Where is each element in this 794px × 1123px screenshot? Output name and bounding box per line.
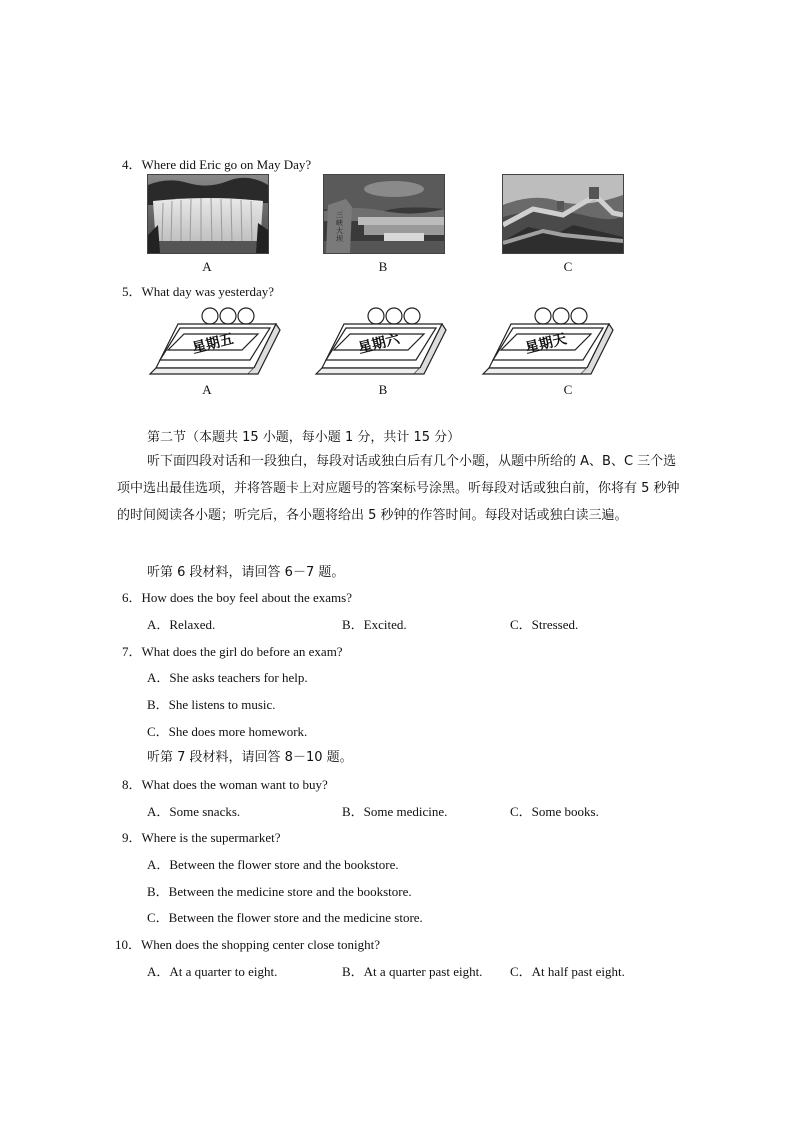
question-7 (122, 641, 343, 660)
option-a: A．She asks teachers for help. (147, 670, 308, 685)
question-4 (122, 154, 311, 173)
section-heading: 第二节（本题共 15 小题，每小题 1 分，共计 15 分） (147, 430, 461, 445)
option-label-a: A (202, 382, 212, 397)
option-b: B．Between the medicine store and the bookstore. (147, 884, 412, 899)
option-label-c: C (563, 382, 573, 397)
option-b: B．At a quarter past eight. (342, 964, 483, 979)
calendar-icon (148, 300, 286, 380)
question-text: What does the girl do before an exam? (141, 644, 343, 659)
waterfall-photo (147, 174, 269, 254)
option-c: C．Between the flower store and the medicine store. (147, 910, 423, 925)
question-number: 5． (122, 284, 142, 299)
question-9 (122, 827, 280, 846)
question-text: Where is the supermarket? (141, 830, 281, 845)
option-b: B．Excited. (342, 617, 407, 632)
question-text: What day was yesterday? (141, 284, 274, 299)
option-label-a: A (202, 259, 212, 274)
question-10 (115, 934, 380, 953)
option-c: C．At half past eight. (510, 964, 625, 979)
calendar-icon (481, 300, 619, 380)
option-a: A．At a quarter to eight. (147, 964, 278, 979)
question-number: 8． (122, 777, 142, 792)
material-note-6: 听第 6 段材料，请回答 6－7 题。 (147, 565, 345, 580)
option-c: C．Stressed. (510, 617, 579, 632)
three-gorges-photo (323, 174, 445, 254)
stone-text: 三峡大坝 (336, 211, 343, 243)
calendar-day: 星期六 (356, 331, 402, 357)
question-8 (122, 774, 328, 793)
option-c: C．She does more homework. (147, 724, 308, 739)
question-number: 6． (122, 590, 142, 605)
question-number: 9． (122, 830, 142, 845)
calendar-day: 星期天 (523, 331, 569, 357)
section-instructions: 听下面四段对话和一段独白，每段对话或独白后有几个小题，从题中所给的 A、B、C 三个选项中选出最佳选项，并将答题卡上对应题号的答案标号涂黑。听每段对话或独白前，你将有 5 秒钟的时间阅读各小题；听完后，各小题将给出 5 秒钟的作答时间。每段对话或独白读三遍。 (117, 454, 680, 523)
question-number: 7． (122, 644, 142, 659)
option-c: C．Some books. (510, 804, 599, 819)
calendar-icon (314, 300, 452, 380)
question-5 (122, 281, 274, 300)
calendar-day: 星期五 (190, 331, 236, 357)
question-number: 10． (115, 937, 142, 952)
option-a: A．Between the flower store and the bookstore. (147, 857, 399, 872)
option-b: B．She listens to music. (147, 697, 276, 712)
great-wall-photo (502, 174, 624, 254)
question-text: When does the shopping center close tonight? (141, 937, 381, 952)
option-a: A．Some snacks. (147, 804, 241, 819)
question-6 (122, 587, 352, 606)
option-a: A．Relaxed. (147, 617, 216, 632)
option-label-c: C (563, 259, 573, 274)
question-text: What does the woman want to buy? (141, 777, 328, 792)
question-text: How does the boy feel about the exams? (141, 590, 352, 605)
option-b: B．Some medicine. (342, 804, 448, 819)
option-label-b: B (378, 382, 388, 397)
question-number: 4． (122, 157, 142, 172)
question-text: Where did Eric go on May Day? (141, 157, 312, 172)
material-note-7: 听第 7 段材料，请回答 8－10 题。 (147, 750, 353, 765)
option-label-b: B (378, 259, 388, 274)
